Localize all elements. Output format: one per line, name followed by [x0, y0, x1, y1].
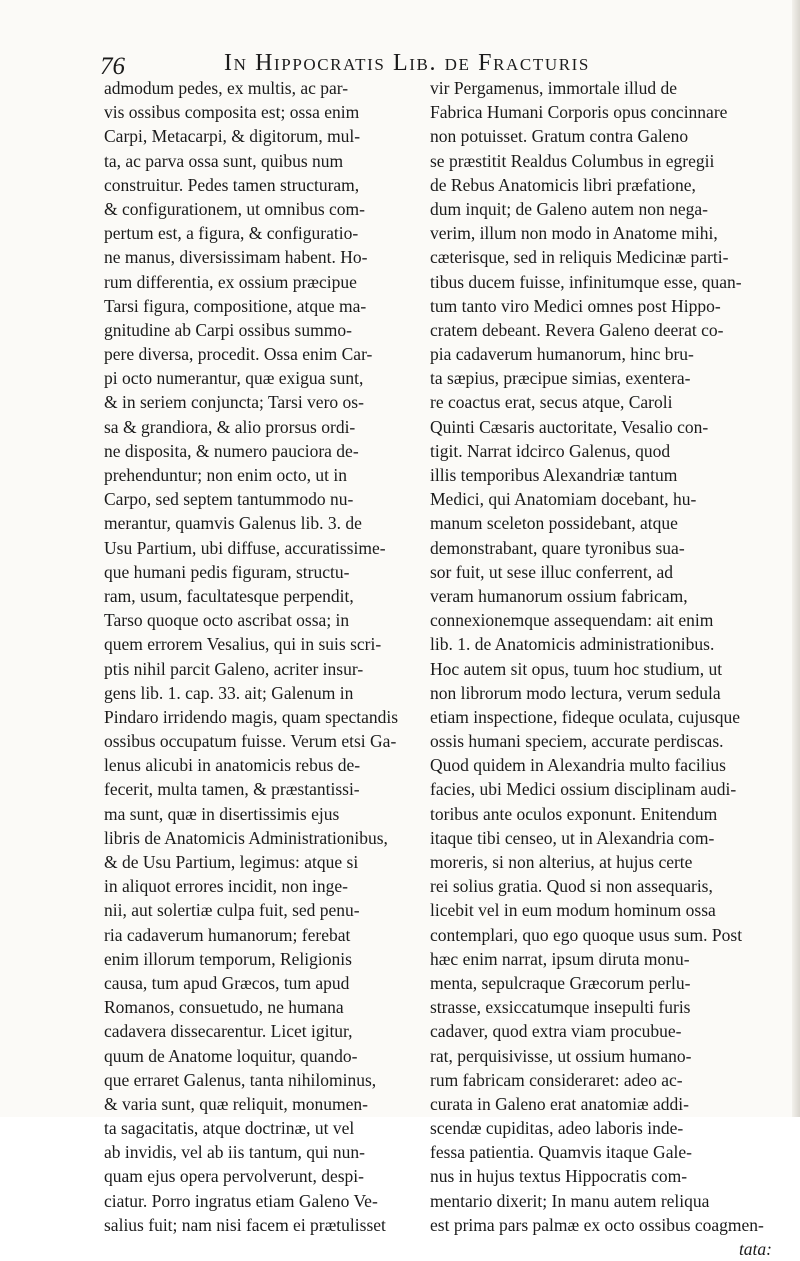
text-line: ta sæpius, præcipue simias, exentera-: [430, 368, 691, 389]
text-line: causa, tum apud Græcos, tum apud: [104, 972, 350, 993]
text-line: non librorum modo lectura, verum sedula: [430, 682, 721, 703]
text-line: Carpo, sed septem tantummodo nu-: [104, 489, 354, 510]
text-line: de Rebus Anatomicis libri præfatione,: [430, 174, 696, 195]
text-line: merantur, quamvis Galenus lib. 3. de: [104, 513, 362, 534]
text-line: salius fuit; nam nisi facem ei prætulisset: [104, 1214, 386, 1235]
text-line: rei solius gratia. Quod si non assequaris,: [430, 876, 713, 897]
text-line: ram, usum, facultatesque perpendit,: [104, 585, 354, 606]
text-line: libris de Anatomicis Administrationibus,: [104, 827, 388, 848]
text-line: hæc enim narrat, ipsum diruta monu-: [430, 948, 690, 969]
text-line: Hoc autem sit opus, tuum hoc studium, ut: [430, 658, 723, 679]
text-line: moreris, si non alterius, at hujus certe: [430, 852, 693, 872]
text-line: fecerit, multa tamen, & præstantissi-: [104, 779, 360, 800]
text-line: & configurationem, ut omnibus com-: [104, 198, 365, 219]
text-line: connexionemque assequendam: ait enim: [430, 610, 714, 631]
text-line: strasse, exsiccatumque insepulti furis: [430, 997, 691, 1018]
text-line: quem errorem Vesalius, qui in suis scri-: [104, 634, 382, 655]
text-line: Pindaro irridendo magis, quam spectandis: [104, 706, 399, 727]
text-line: ossis humani speciem, accurate perdiscas.: [430, 731, 724, 752]
text-line: ne manus, diversissimam habent. Ho-: [104, 247, 368, 268]
text-line: scendæ cupiditas, adeo laboris inde-: [430, 1118, 684, 1139]
text-line: itaque tibi censeo, ut in Alexandria com-: [430, 827, 715, 848]
text-line: mentario dixerit; In manu autem reliqua: [430, 1190, 710, 1211]
text-line: tigit. Narrat idcirco Galenus, quod: [430, 440, 671, 461]
text-line: dum inquit; de Galeno autem non nega-: [430, 198, 708, 219]
text-line: Usu Partium, ubi diffuse, accuratissime-: [104, 537, 386, 558]
page-number: 76: [100, 53, 125, 80]
text-line: Tarso quoque octo ascribat ossa; in: [104, 610, 350, 631]
text-line: tibus ducem fuisse, infinitumque esse, quan-: [430, 271, 742, 292]
text-line: quam ejus opera pervolverunt, despi-: [104, 1166, 364, 1187]
text-line: construitur. Pedes tamen structuram,: [104, 174, 360, 195]
text-line: pi octo numerantur, quæ exigua sunt,: [104, 368, 364, 389]
text-line: rum fabricam consideraret: adeo ac-: [430, 1069, 683, 1090]
text-line: manum sceleton possidebant, atque: [430, 513, 678, 534]
text-line: toribus ante oculos exponunt. Enitendum: [430, 803, 718, 824]
text-line: fessa patientia. Quamvis itaque Gale-: [430, 1142, 692, 1163]
text-line: & de Usu Partium, legimus: atque si: [104, 852, 359, 872]
text-line: Quod quidem in Alexandria multo facilius: [430, 755, 726, 776]
text-line: veram humanorum ossium fabricam,: [430, 585, 688, 606]
running-head: [100, 48, 780, 78]
text-line: demonstrabant, quare tyronibus sua-: [430, 537, 685, 558]
text-line: re coactus erat, secus atque, Caroli: [430, 392, 673, 413]
text-line: cæterisque, sed in reliquis Medicinæ parti-: [430, 247, 729, 268]
text-line: Romanos, consuetudo, ne humana: [104, 997, 344, 1018]
text-line: que erraret Galenus, tanta nihilominus,: [104, 1069, 377, 1090]
text-line: ne disposita, & numero pauciora de-: [104, 440, 359, 461]
text-line: pia cadaverum humanorum, hinc bru-: [430, 344, 694, 365]
text-line: nus in hujus textus Hippocratis com-: [430, 1166, 688, 1187]
text-line: nii, aut solertiæ culpa fuit, sed penu-: [104, 900, 360, 921]
page-edge-shadow: [792, 0, 800, 1117]
text-line: vir Pergamenus, immortale illud de: [430, 78, 678, 98]
text-line: Medici, qui Anatomiam docebant, hu-: [430, 489, 697, 510]
text-line: enim illorum temporum, Religionis: [104, 948, 352, 969]
text-line: menta, sepulcraque Græcorum perlu-: [430, 972, 691, 993]
text-line: verim, illum non modo in Anatome mihi,: [430, 223, 718, 244]
text-line: ta, ac parva ossa sunt, quibus num: [104, 150, 344, 171]
text-line: ciatur. Porro ingratus etiam Galeno Ve-: [104, 1190, 378, 1211]
text-line: non potuisset. Gratum contra Galeno: [430, 126, 689, 147]
text-line: Tarsi figura, compositione, atque ma-: [104, 295, 367, 316]
text-line: etiam inspectione, fideque oculata, cujusque: [430, 706, 741, 727]
text-line: Fabrica Humani Corporis opus concinnare: [430, 102, 728, 123]
text-line: ab invidis, vel ab iis tantum, qui nun-: [104, 1142, 366, 1163]
right-text-column: [430, 76, 772, 1261]
text-line: est prima pars palmæ ex octo ossibus coagmen-: [430, 1214, 764, 1235]
text-line: gnitudine ab Carpi ossibus summo-: [104, 319, 352, 340]
text-line: que humani pedis figuram, structu-: [104, 561, 350, 582]
text-line: prehenduntur; non enim octo, ut in: [104, 465, 348, 485]
text-line: lenus alicubi in anatomicis rebus de-: [104, 755, 361, 776]
text-line: ma sunt, quæ in disertissimis ejus: [104, 803, 340, 824]
text-line: pere diversa, procedit. Ossa enim Car-: [104, 344, 373, 365]
text-line: cadaver, quod extra viam procubue-: [430, 1021, 682, 1042]
catchword: tata:: [738, 1239, 772, 1259]
text-line: & varia sunt, quæ reliquit, monumen-: [104, 1093, 368, 1114]
text-line: ta sagacitatis, atque doctrinæ, ut vel: [104, 1118, 355, 1139]
text-line: in aliquot errores incidit, non inge-: [104, 876, 348, 897]
text-line: ria cadaverum humanorum; ferebat: [104, 924, 351, 945]
text-line: ossibus occupatum fuisse. Verum etsi Ga-: [104, 731, 397, 752]
text-line: & in seriem conjuncta; Tarsi vero os-: [104, 392, 364, 413]
text-line: admodum pedes, ex multis, ac par-: [104, 78, 349, 98]
text-line: lib. 1. de Anatomicis administrationibus.: [430, 634, 715, 655]
text-line: pertum est, a figura, & configuratio-: [104, 223, 359, 244]
text-line: ptis nihil parcit Galeno, acriter insur-: [104, 658, 364, 679]
text-line: licebit vel in eum modum hominum ossa: [430, 900, 716, 921]
text-line: curata in Galeno erat anatomiæ addi-: [430, 1093, 689, 1114]
text-line: gens lib. 1. cap. 33. ait; Galenum in: [104, 682, 354, 703]
text-line: quum de Anatome loquitur, quando-: [104, 1045, 358, 1066]
text-line: cadavera dissecarentur. Licet igitur,: [104, 1021, 353, 1042]
text-line: Carpi, Metacarpi, & digitorum, mul-: [104, 126, 361, 147]
text-line: cratem debeant. Revera Galeno deerat co-: [430, 319, 724, 340]
text-line: se præstitit Realdus Columbus in egregii: [430, 150, 715, 171]
text-line: tum tanto viro Medici omnes post Hippo-: [430, 295, 721, 316]
text-line: rum differentia, ex ossium præcipue: [104, 271, 357, 292]
left-text-column: [104, 76, 416, 1237]
text-line: illis temporibus Alexandriæ tantum: [430, 465, 678, 485]
text-line: sor fuit, ut sese illuc conferrent, ad: [430, 561, 673, 582]
text-line: Quinti Cæsaris auctoritate, Vesalio con-: [430, 416, 709, 437]
running-title: In Hippocratis Lib. de Fracturis: [224, 50, 590, 76]
text-line: vis ossibus composita est; ossa enim: [104, 102, 360, 123]
text-line: rat, perquisivisse, ut ossium humano-: [430, 1045, 692, 1066]
text-line: contemplari, quo ego quoque usus sum. Post: [430, 924, 743, 945]
text-line: facies, ubi Medici ossium disciplinam audi-: [430, 779, 737, 800]
text-line: sa & grandiora, & alio prorsus ordi-: [104, 416, 356, 437]
